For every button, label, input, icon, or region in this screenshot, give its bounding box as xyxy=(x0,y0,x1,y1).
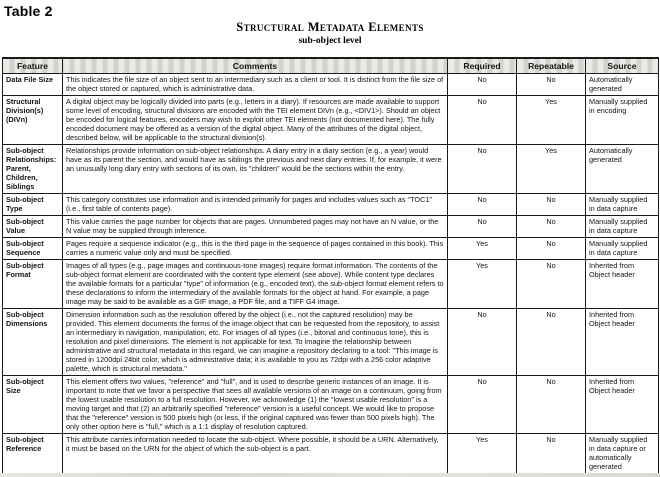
repeatable-cell: No xyxy=(517,238,586,260)
table-row xyxy=(3,74,659,96)
source-cell: Manually supplied in data capture xyxy=(586,238,659,260)
feature-cell: Sub-object Size xyxy=(3,376,63,434)
table-row xyxy=(3,309,659,376)
source-cell: Manually supplied in data capture or automatically generated xyxy=(586,434,659,474)
table-body xyxy=(3,74,659,474)
comments-cell: Pages require a sequence indicator (e.g., this is the third page in the sequence of pages contained in this book). This carries a numeric value only and must be specified. xyxy=(63,238,448,260)
feature-cell: Sub-object Relationships: Parent, Children, Siblings xyxy=(3,145,63,194)
comments-cell: Dimension information such as the resolution offered by the object (i.e., not the captured resolution) may be provided. This element documents the forms of the image object that can be requested from the repository, to assist an intermediary in navigation, manipulation, etc. For images of all types (i.e., bitonal and continuous tone), this is resolution and pixel dimensions. The element is not applicable for text. To imagine the relationship between administrative and structural metadata in this regard, we can imagine a repository declaring to a tool: "This image is stored in 1200dpi 24bit color, which is administrative data; it is available to you as 72dpi with a 256 color adaptive palette, which is structural metadata." xyxy=(63,309,448,376)
table-row xyxy=(3,194,659,216)
feature-cell: Data File Size xyxy=(3,74,63,96)
comments-cell: This element offers two values, "reference" and "full", and is used to describe generic instances of an image. It is important to note that we favor a perspective that sees all available versions of an image on a continuum, going from the lowest usable resolution to a full resolution. However, we acknowledge (1) the "lowest usable resolution" is a moving target and that (2) an arbitrarily specified "reference" version is a useful concept. We would like to propose that the "reference" version is 500 pixels high (or less, if the original captured was fewer than 500 pixels high). The only other option here is "full," which is a 1:1 display of resolution captured. xyxy=(63,376,448,434)
required-cell: No xyxy=(448,145,517,194)
comments-cell: Relationships provide information on sub-object relationships. A diary entry in a diary section (e.g., a year) would have as its parent the section, and would have as siblings the previous and next diary entries. If, for example, it were an unusually long diary entry with sections of its own, its "children" would be the sections within the entry. xyxy=(63,145,448,194)
repeatable-cell: No xyxy=(517,260,586,309)
feature-cell: Sub-object Value xyxy=(3,216,63,238)
column-header-required: Required xyxy=(448,58,517,74)
table-row xyxy=(3,96,659,145)
column-header-source: Source xyxy=(586,58,659,74)
required-cell: No xyxy=(448,194,517,216)
document-title: Structural Metadata Elements xyxy=(236,20,424,34)
feature-cell: Sub-object Type xyxy=(3,194,63,216)
required-cell: No xyxy=(448,376,517,434)
repeatable-cell: No xyxy=(517,74,586,96)
column-header-comments: Comments xyxy=(63,58,448,74)
repeatable-cell: Yes xyxy=(517,145,586,194)
source-cell: Manually supplied in encoding xyxy=(586,96,659,145)
column-header-feature: Feature xyxy=(3,58,63,74)
source-cell: Automatically generated xyxy=(586,145,659,194)
feature-cell: Sub-object Reference xyxy=(3,434,63,474)
comments-cell: This value carries the page number for objects that are pages. Unnumbered pages may not have an N value, or the N value may be supplied through inference. xyxy=(63,216,448,238)
repeatable-cell: No xyxy=(517,216,586,238)
feature-cell: Sub-object Format xyxy=(3,260,63,309)
table-header-row xyxy=(3,58,659,74)
feature-cell: Sub-object Dimensions xyxy=(3,309,63,376)
table-number-label: Table 2 xyxy=(4,3,53,19)
repeatable-cell: No xyxy=(517,376,586,434)
source-cell: Inherited from Object header xyxy=(586,309,659,376)
table-row xyxy=(3,376,659,434)
table-row xyxy=(3,260,659,309)
required-cell: Yes xyxy=(448,260,517,309)
comments-cell: Images of all types (e.g., page images and continuous-tone images) require format information. The contents of the sub-object format element are coordinated with the content type element (see above). While content type declares the available formats for a particular "type" of information (e.g., encoded text), the sub-object format element refers to these declarations to inform the intermediary of the available formats for the object at hand. For example, a page image may be said to be available as a GIF image, a PDF file, and a TIFF G4 image. xyxy=(63,260,448,309)
source-cell: Inherited from Object header xyxy=(586,376,659,434)
table-row xyxy=(3,238,659,260)
required-cell: No xyxy=(448,74,517,96)
source-cell: Manually supplied in data capture xyxy=(586,216,659,238)
source-cell: Automatically generated xyxy=(586,74,659,96)
column-header-repeatable: Repeatable xyxy=(517,58,586,74)
table-row xyxy=(3,145,659,194)
comments-cell: This indicates the file size of an object sent to an intermediary such as a client or tool. It is distinct from the file size of the object stored or captured, which is administrative data. xyxy=(63,74,448,96)
document-subtitle: sub-object level xyxy=(298,36,362,46)
table-row xyxy=(3,434,659,474)
comments-cell: A digital object may be logically divided into parts (e.g., letters in a diary). If resources are made available to support some level of encoding, structural divisions are encoded with the TEI element DIVn (e.g., <DIV1>). Should an object be encoded for logical features, encoders may wish to exploit other TEI elements (not documented here). The fully encoded document may be offered as a version of the digital object. Many of the attributes of the digital object, described below, will be applicable to the structural division(s). xyxy=(63,96,448,145)
source-cell: Manually supplied in data capture xyxy=(586,194,659,216)
source-cell: Inherited from Object header xyxy=(586,260,659,309)
structural-metadata-table xyxy=(2,57,659,474)
repeatable-cell: No xyxy=(517,194,586,216)
table-row xyxy=(3,216,659,238)
required-cell: Yes xyxy=(448,434,517,474)
required-cell: Yes xyxy=(448,238,517,260)
comments-cell: This category constitutes use information and is intended primarily for pages and includes values such as "TOC1" (i.e., first table of contents page). xyxy=(63,194,448,216)
required-cell: No xyxy=(448,216,517,238)
scan-artifact-band xyxy=(0,473,660,477)
repeatable-cell: Yes xyxy=(517,96,586,145)
repeatable-cell: No xyxy=(517,309,586,376)
feature-cell: Structural Division(s) (DIVn) xyxy=(3,96,63,145)
comments-cell: This attribute carries information needed to locate the sub-object. Where possible, it should be a URN. Alternatively, it must be based on the URN for the object of which the sub-object is a part. xyxy=(63,434,448,474)
required-cell: No xyxy=(448,96,517,145)
required-cell: No xyxy=(448,309,517,376)
feature-cell: Sub-object Sequence xyxy=(3,238,63,260)
repeatable-cell: No xyxy=(517,434,586,474)
